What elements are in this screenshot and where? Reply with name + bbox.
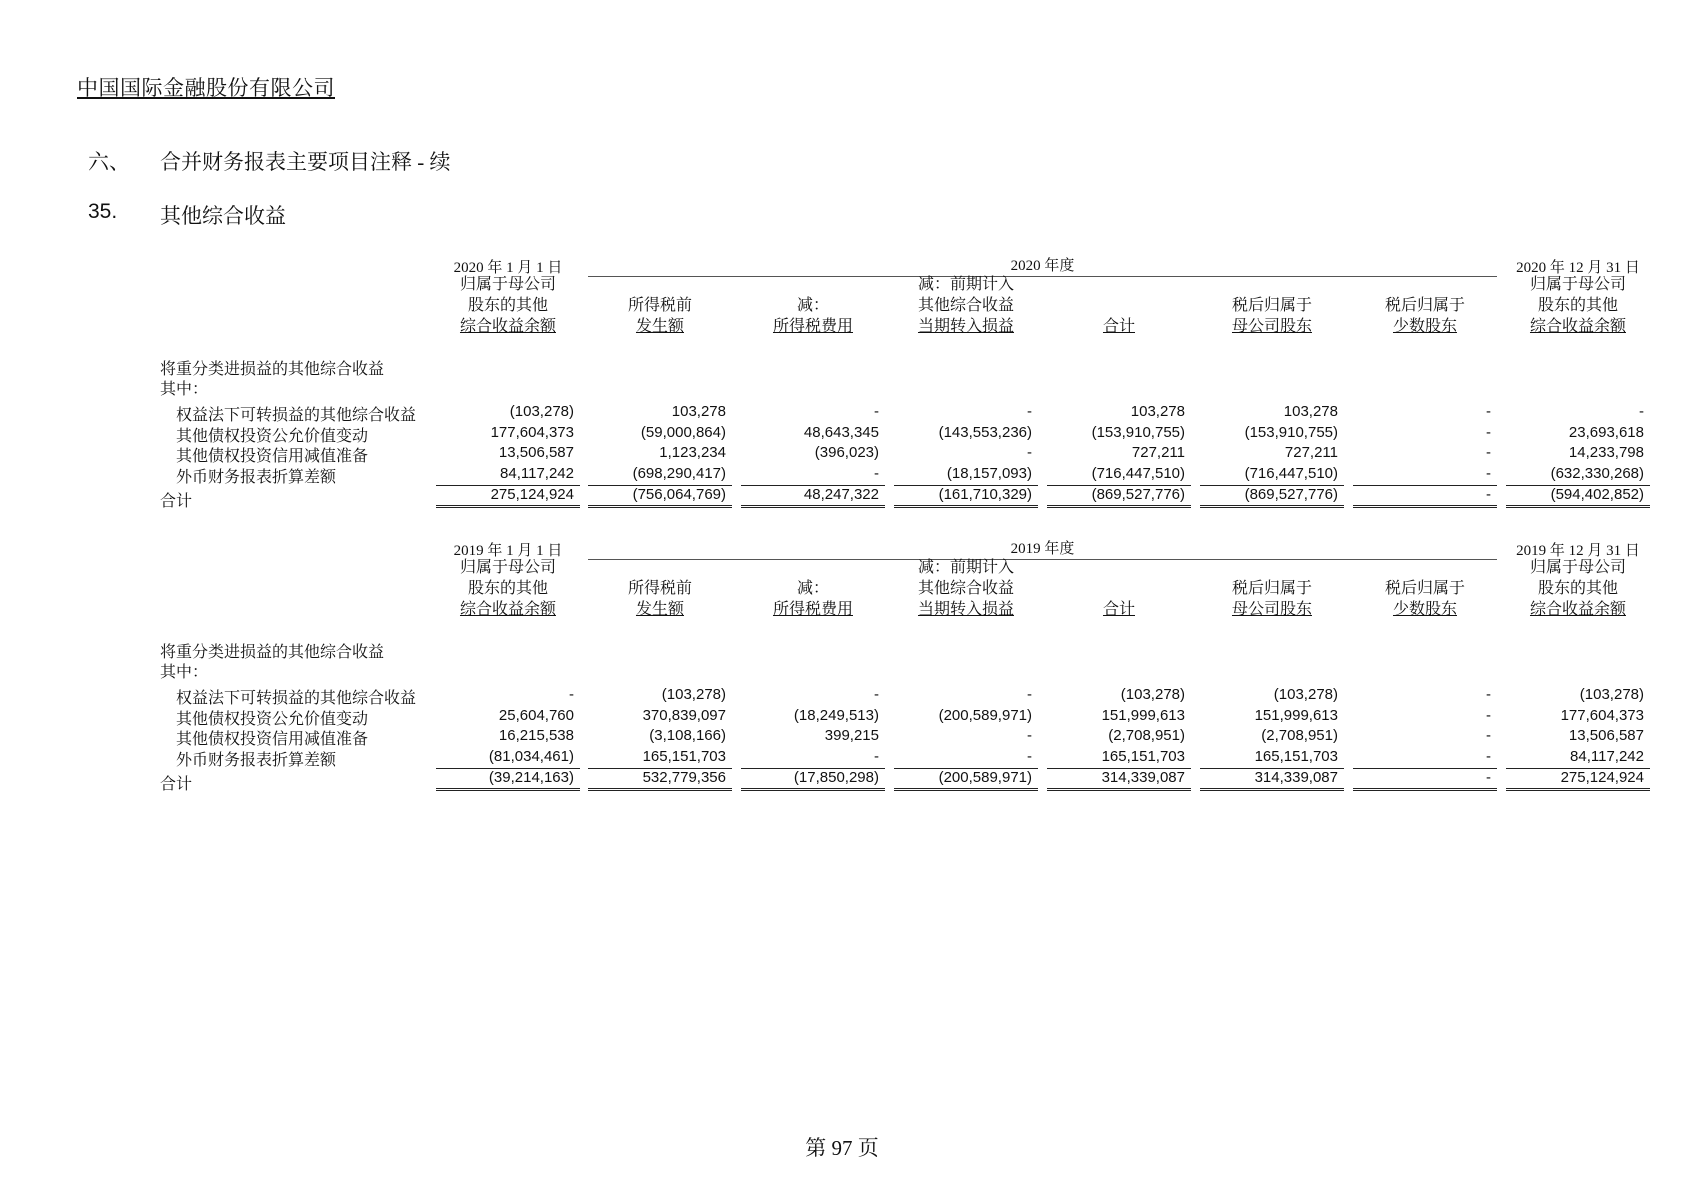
column-header-line: 母公司股东 xyxy=(1231,601,1312,618)
column-header xyxy=(1506,557,1650,620)
table-cell: 103,278 xyxy=(671,403,726,420)
column-header-line: 税后归属于 xyxy=(1384,580,1465,597)
column-header xyxy=(1047,316,1191,337)
column-header-line: 少数股东 xyxy=(1392,601,1457,618)
table-cell: - xyxy=(874,748,879,765)
total-double-rule xyxy=(1353,788,1497,791)
total-label: 合计 xyxy=(160,776,193,793)
total-double-rule xyxy=(588,788,732,791)
table-cell: (632,330,268) xyxy=(1550,465,1644,482)
of-which-label: 其中： xyxy=(160,664,209,681)
section-title: 合并财务报表主要项目注释 - 续 xyxy=(160,150,451,174)
table-cell: - xyxy=(1027,686,1032,703)
table-cell: (103,278) xyxy=(661,686,726,703)
table-cell: (153,910,755) xyxy=(1244,424,1338,441)
column-header xyxy=(1200,295,1344,337)
column-header-line: 合计 xyxy=(1102,601,1135,618)
table-cell: 23,693,618 xyxy=(1568,424,1644,441)
column-header-line: 所得税费用 xyxy=(772,601,853,618)
total-double-rule xyxy=(1047,505,1191,508)
table-cell: - xyxy=(1486,686,1491,703)
table-cell: 151,999,613 xyxy=(1101,707,1185,724)
total-double-rule xyxy=(1506,788,1650,791)
subsection-title: 其他综合收益 xyxy=(160,204,286,228)
table-cell: - xyxy=(874,686,879,703)
row-label: 外币财务报表折算差额 xyxy=(176,469,337,486)
section-label: 将重分类进损益的其他综合收益 xyxy=(160,361,385,378)
column-header-line: 归属于母公司 xyxy=(1529,559,1626,576)
table-cell: - xyxy=(1486,444,1491,461)
end-date: 2019 年 12 月 31 日 xyxy=(1516,543,1640,559)
row-label: 权益法下可转损益的其他综合收益 xyxy=(176,407,417,424)
total-double-rule xyxy=(1047,788,1191,791)
table-cell: 151,999,613 xyxy=(1254,707,1338,724)
total-double-rule xyxy=(741,788,885,791)
table-cell: - xyxy=(874,465,879,482)
table-cell: - xyxy=(569,686,574,703)
column-header-line: 股东的其他 xyxy=(467,580,548,597)
total-double-rule xyxy=(894,788,1038,791)
total-double-rule xyxy=(894,505,1038,508)
column-header-line: 所得税前 xyxy=(627,297,692,314)
period-rule xyxy=(588,559,1497,560)
section-number: 六、 xyxy=(88,150,130,174)
table-cell: 727,211 xyxy=(1284,444,1338,461)
column-header xyxy=(588,578,732,620)
column-header-line: 发生额 xyxy=(635,318,684,335)
subsection-number: 35. xyxy=(88,200,118,223)
table-cell: - xyxy=(1027,403,1032,420)
column-header-line: 减：前期计入 xyxy=(917,276,1014,293)
column-header-line: 所得税前 xyxy=(627,580,692,597)
table-cell: (143,553,236) xyxy=(938,424,1032,441)
page-number: 第 97 页 xyxy=(805,1136,879,1160)
table-cell: - xyxy=(874,403,879,420)
total-cell: 275,124,924 xyxy=(490,486,574,503)
table-cell: (2,708,951) xyxy=(1108,727,1185,744)
column-header-line: 综合收益余额 xyxy=(1529,318,1626,335)
table-cell: (18,157,093) xyxy=(946,465,1032,482)
oci-table-2020 xyxy=(0,252,1684,522)
table-cell: 103,278 xyxy=(1130,403,1185,420)
table-cell: 84,117,242 xyxy=(1570,748,1644,765)
total-cell: (869,527,776) xyxy=(1091,486,1185,503)
column-header-line: 少数股东 xyxy=(1392,318,1457,335)
column-header xyxy=(436,557,580,620)
column-header-line: 税后归属于 xyxy=(1384,297,1465,314)
total-double-rule xyxy=(741,505,885,508)
column-header xyxy=(741,295,885,337)
table-cell: 14,233,798 xyxy=(1568,444,1644,461)
column-header-line: 税后归属于 xyxy=(1231,580,1312,597)
total-cell: (39,214,163) xyxy=(488,769,574,786)
column-header xyxy=(1353,578,1497,620)
column-header xyxy=(436,274,580,337)
column-header xyxy=(894,274,1038,337)
table-cell: 16,215,538 xyxy=(498,727,574,744)
total-cell: (756,064,769) xyxy=(632,486,726,503)
start-date: 2020 年 1 月 1 日 xyxy=(453,260,563,276)
column-header-line: 归属于母公司 xyxy=(459,276,556,293)
column-header-line: 股东的其他 xyxy=(1537,580,1618,597)
column-header-line: 当期转入损益 xyxy=(917,601,1014,618)
total-cell: (594,402,852) xyxy=(1550,486,1644,503)
column-header-line: 股东的其他 xyxy=(1537,297,1618,314)
table-cell: 165,151,703 xyxy=(642,748,726,765)
company-name: 中国国际金融股份有限公司 xyxy=(77,76,335,100)
table-cell: - xyxy=(1486,727,1491,744)
end-date: 2020 年 12 月 31 日 xyxy=(1516,260,1640,276)
total-cell: (200,589,971) xyxy=(938,769,1032,786)
table-cell: - xyxy=(1486,748,1491,765)
total-cell: - xyxy=(1486,769,1491,786)
column-header-line: 当期转入损益 xyxy=(917,318,1014,335)
table-cell: - xyxy=(1027,748,1032,765)
table-cell: 25,604,760 xyxy=(498,707,574,724)
table-cell: (103,278) xyxy=(1273,686,1338,703)
column-header-line: 其他综合收益 xyxy=(917,297,1014,314)
total-double-rule xyxy=(436,505,580,508)
column-header-line: 归属于母公司 xyxy=(1529,276,1626,293)
total-label: 合计 xyxy=(160,493,193,510)
table-cell: (716,447,510) xyxy=(1091,465,1185,482)
table-cell: - xyxy=(1639,403,1644,420)
table-cell: - xyxy=(1486,465,1491,482)
row-label: 外币财务报表折算差额 xyxy=(176,752,337,769)
period-label: 2019 年度 xyxy=(1010,541,1075,557)
table-cell: (2,708,951) xyxy=(1261,727,1338,744)
row-label: 其他债权投资公允价值变动 xyxy=(176,711,369,728)
column-header-line: 税后归属于 xyxy=(1231,297,1312,314)
total-cell: (161,710,329) xyxy=(938,486,1032,503)
column-header-line: 综合收益余额 xyxy=(459,318,556,335)
column-header-line: 减： xyxy=(796,580,829,597)
table-cell: (716,447,510) xyxy=(1244,465,1338,482)
table-cell: (698,290,417) xyxy=(632,465,726,482)
column-header xyxy=(588,295,732,337)
table-cell: (396,023) xyxy=(814,444,879,461)
table-cell: (153,910,755) xyxy=(1091,424,1185,441)
total-cell: 532,779,356 xyxy=(642,769,726,786)
table-cell: (81,034,461) xyxy=(488,748,574,765)
row-label: 其他债权投资信用减值准备 xyxy=(176,448,369,465)
column-header xyxy=(1200,578,1344,620)
table-cell: 177,604,373 xyxy=(1560,707,1644,724)
table-cell: (103,278) xyxy=(509,403,574,420)
table-cell: - xyxy=(1486,403,1491,420)
section-label: 将重分类进损益的其他综合收益 xyxy=(160,644,385,661)
total-double-rule xyxy=(1200,505,1344,508)
table-cell: - xyxy=(1027,727,1032,744)
table-cell: - xyxy=(1027,444,1032,461)
row-label: 其他债权投资公允价值变动 xyxy=(176,428,369,445)
total-cell: 314,339,087 xyxy=(1254,769,1338,786)
column-header xyxy=(1506,274,1650,337)
row-label: 权益法下可转损益的其他综合收益 xyxy=(176,690,417,707)
table-cell: 1,123,234 xyxy=(659,444,726,461)
total-cell: - xyxy=(1486,486,1491,503)
table-cell: 370,839,097 xyxy=(642,707,726,724)
column-header xyxy=(741,578,885,620)
table-cell: 177,604,373 xyxy=(490,424,574,441)
column-header-line: 归属于母公司 xyxy=(459,559,556,576)
table-cell: (3,108,166) xyxy=(649,727,726,744)
table-cell: (18,249,513) xyxy=(793,707,879,724)
column-header-line: 所得税费用 xyxy=(772,318,853,335)
total-double-rule xyxy=(1200,788,1344,791)
table-cell: - xyxy=(1486,707,1491,724)
table-cell: (200,589,971) xyxy=(938,707,1032,724)
total-cell: (17,850,298) xyxy=(793,769,879,786)
column-header xyxy=(1353,295,1497,337)
table-cell: 13,506,587 xyxy=(1568,727,1644,744)
total-double-rule xyxy=(436,788,580,791)
column-header-line: 股东的其他 xyxy=(467,297,548,314)
table-cell: 165,151,703 xyxy=(1254,748,1338,765)
total-cell: 314,339,087 xyxy=(1101,769,1185,786)
total-cell: 48,247,322 xyxy=(803,486,879,503)
of-which-label: 其中： xyxy=(160,381,209,398)
column-header-line: 综合收益余额 xyxy=(459,601,556,618)
row-label: 其他债权投资信用减值准备 xyxy=(176,731,369,748)
table-cell: 13,506,587 xyxy=(498,444,574,461)
total-cell: 275,124,924 xyxy=(1560,769,1644,786)
table-cell: - xyxy=(1486,424,1491,441)
total-cell: (869,527,776) xyxy=(1244,486,1338,503)
table-cell: 399,215 xyxy=(824,727,879,744)
column-header-line: 其他综合收益 xyxy=(917,580,1014,597)
column-header-line: 综合收益余额 xyxy=(1529,601,1626,618)
table-cell: 727,211 xyxy=(1131,444,1185,461)
total-double-rule xyxy=(1353,505,1497,508)
column-header-line: 减：前期计入 xyxy=(917,559,1014,576)
total-double-rule xyxy=(588,505,732,508)
table-cell: 165,151,703 xyxy=(1101,748,1185,765)
column-header-line: 减： xyxy=(796,297,829,314)
oci-table-2019 xyxy=(0,535,1684,805)
table-cell: 84,117,242 xyxy=(500,465,574,482)
start-date: 2019 年 1 月 1 日 xyxy=(453,543,563,559)
table-cell: (103,278) xyxy=(1579,686,1644,703)
table-cell: (103,278) xyxy=(1120,686,1185,703)
column-header-line: 合计 xyxy=(1102,318,1135,335)
period-rule xyxy=(588,276,1497,277)
column-header-line: 发生额 xyxy=(635,601,684,618)
table-cell: 103,278 xyxy=(1283,403,1338,420)
table-cell: (59,000,864) xyxy=(640,424,726,441)
period-label: 2020 年度 xyxy=(1010,258,1075,274)
table-cell: 48,643,345 xyxy=(803,424,879,441)
column-header-line: 母公司股东 xyxy=(1231,318,1312,335)
column-header xyxy=(1047,599,1191,620)
column-header xyxy=(894,557,1038,620)
total-double-rule xyxy=(1506,505,1650,508)
